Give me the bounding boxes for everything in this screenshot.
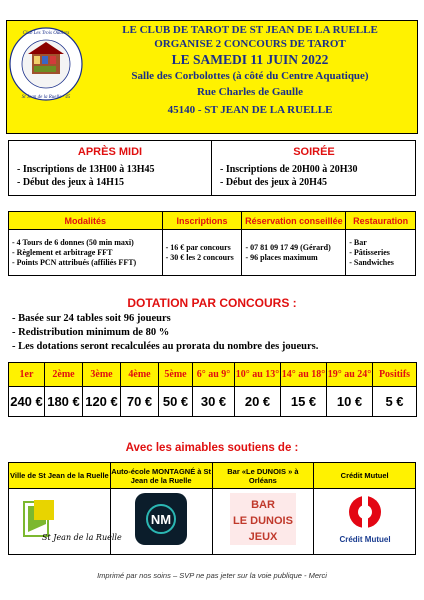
schedule-evening	[212, 141, 416, 195]
sponsor-header: Crédit Mutuel	[314, 463, 416, 489]
info-line: - Bar	[349, 237, 367, 247]
prize-value: 50 €	[159, 387, 193, 417]
prize-value: 20 €	[235, 387, 281, 417]
evening-line: - Inscriptions de 20H00 à 20H30	[220, 164, 358, 175]
afternoon-line: - Début des jeux à 14H15	[17, 177, 124, 188]
ville-signature: St Jean de la Ruelle	[42, 533, 123, 542]
prize-rank: 2ème	[45, 363, 83, 387]
info-header: Modalités	[9, 212, 163, 230]
info-modalites	[9, 230, 163, 276]
afternoon-line: - Inscriptions de 13H00 à 13H45	[17, 164, 155, 175]
ville-logo-cell	[9, 489, 123, 555]
prizes-table	[8, 362, 417, 417]
ville-logo-icon	[14, 494, 123, 544]
schedule-afternoon	[9, 141, 212, 195]
svg-text:Club Les Trois Oudlers: Club Les Trois Oudlers	[22, 31, 70, 36]
header-club-title: LE CLUB DE TAROT DE ST JEAN DE LA RUELLE	[122, 24, 378, 36]
prize-value: 15 €	[281, 387, 327, 417]
prize-value: 120 €	[83, 387, 121, 417]
credit-logo-cell	[314, 489, 416, 555]
bar-logo-cell	[212, 489, 314, 555]
prize-rank: 10° au 13°	[235, 363, 281, 387]
info-line: - Points PCN attribués (affiliés FFT)	[12, 257, 137, 267]
prize-rank: 4ème	[121, 363, 159, 387]
afternoon-title: APRÈS MIDI	[77, 146, 143, 158]
club-logo-icon	[8, 26, 84, 102]
header-venue: Salle des Corbolottes (à côté du Centre Aquatique)	[131, 70, 369, 82]
info-line: - Règlement et arbitrage FFT	[12, 247, 113, 257]
header-organise: ORGANISE 2 CONCOURS DE TAROT	[154, 38, 346, 50]
evening-line: - Début des jeux à 20H45	[220, 177, 327, 188]
prize-value: 30 €	[193, 387, 235, 417]
dotation-bullet: - Redistribution minimum de 80 %	[12, 327, 170, 338]
autoecole-mark: NM	[151, 512, 172, 527]
dotation-bullet: - Les dotations seront recalculées au prorata du nombre des joueurs.	[12, 341, 319, 352]
bar-line: BAR	[250, 499, 275, 511]
prize-value: 70 €	[121, 387, 159, 417]
bar-line: LE DUNOIS	[232, 515, 293, 527]
prize-value: 10 €	[327, 387, 373, 417]
credit-text: Crédit Mutuel	[339, 535, 391, 544]
info-line: - 30 € les 2 concours	[165, 252, 234, 262]
info-header: Inscriptions	[162, 212, 242, 230]
prize-value: 240 €	[9, 387, 45, 417]
info-reservation	[242, 230, 346, 276]
autoecole-logo-cell	[110, 489, 212, 555]
info-line: - Pâtisseries	[349, 247, 390, 257]
prize-rank: 19° au 24°	[327, 363, 373, 387]
credit-mutuel-logo-icon	[325, 490, 405, 548]
prize-rank: 5ème	[159, 363, 193, 387]
info-inscriptions	[162, 230, 242, 276]
prize-rank: 6° au 9°	[193, 363, 235, 387]
prize-value: 5 €	[373, 387, 417, 417]
sponsor-header: Auto-école MONTAGNÉ à St Jean de la Ruelle	[110, 463, 212, 489]
bar-line: JEUX	[248, 531, 278, 543]
info-line: - 16 € par concours	[165, 242, 231, 252]
dotation-bullet: - Basée sur 24 tables soit 96 joueurs	[12, 313, 171, 324]
info-restauration	[346, 230, 416, 276]
sponsor-header: Ville de St Jean de la Ruelle	[9, 463, 111, 489]
prize-value: 180 €	[45, 387, 83, 417]
info-line: - 4 Tours de 6 donnes (50 min maxi)	[12, 237, 134, 247]
info-header: Restauration	[346, 212, 416, 230]
sponsors-table	[8, 462, 416, 555]
autoecole-logo-icon	[133, 491, 189, 547]
svg-text:St Jean de la Ruelle · 45: St Jean de la Ruelle · 45	[21, 95, 71, 100]
info-header: Réservation conseillée	[242, 212, 346, 230]
prize-rank: 3ème	[83, 363, 121, 387]
header-street: Rue Charles de Gaulle	[196, 86, 304, 98]
info-line: - Sandwiches	[349, 257, 394, 267]
evening-title: SOIRÉE	[293, 146, 335, 158]
info-line: - 07 81 09 17 49 (Gérard)	[245, 242, 331, 252]
info-table	[8, 211, 416, 276]
bar-logo-icon	[228, 491, 298, 547]
schedule-box	[8, 140, 416, 196]
header-date: LE SAMEDI 11 JUIN 2022	[171, 52, 329, 67]
prize-rank: Positifs	[373, 363, 417, 387]
footer-note: Imprimé par nos soins – SVP ne pas jeter sur la voie publique - Merci	[97, 571, 327, 580]
sponsors-title: Avec les aimables soutiens de :	[125, 442, 299, 454]
info-line: - 96 places maximum	[245, 252, 318, 262]
prize-rank: 1er	[9, 363, 45, 387]
dotation-title: DOTATION PAR CONCOURS :	[127, 296, 297, 310]
prize-rank: 14° au 18°	[281, 363, 327, 387]
sponsor-header: Bar «Le DUNOIS » à Orléans	[212, 463, 314, 489]
header-city: 45140 - ST JEAN DE LA RUELLE	[167, 104, 333, 116]
